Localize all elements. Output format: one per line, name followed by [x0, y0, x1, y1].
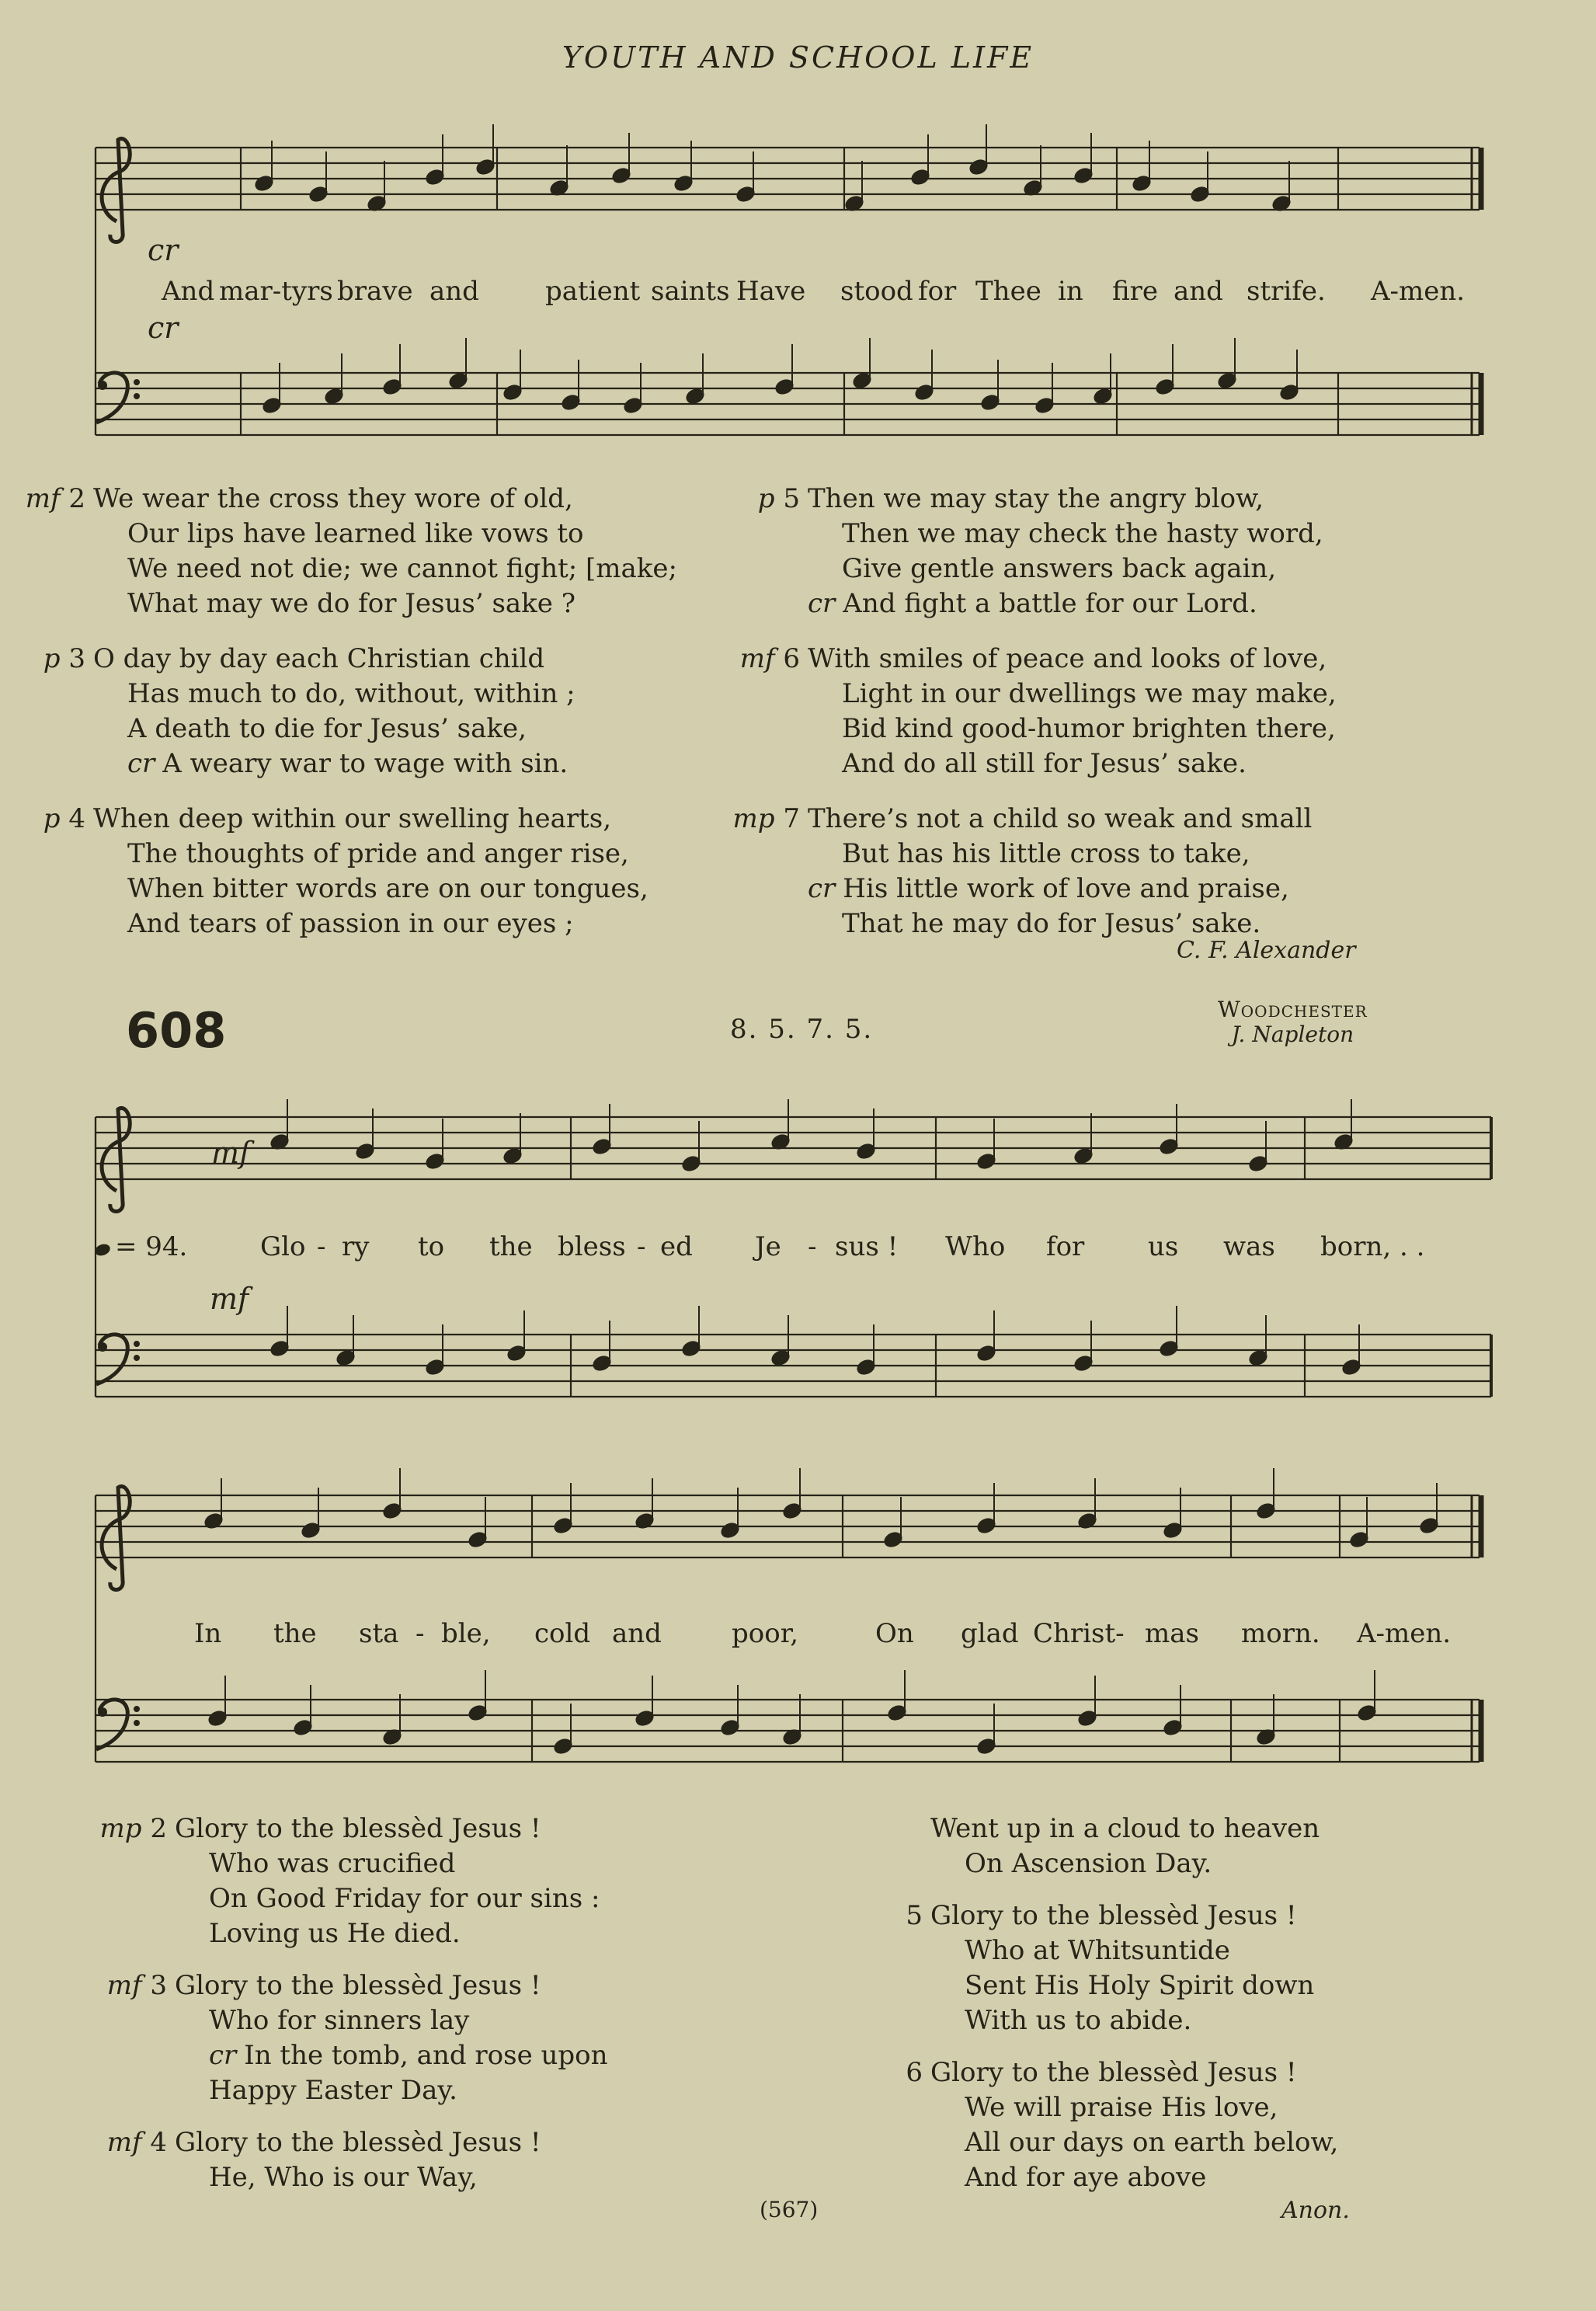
verse-line — [732, 802, 1337, 837]
tune-name: Woodchester — [1218, 997, 1368, 1022]
verse-line-text: Happy Easter Day. — [209, 2075, 457, 2106]
line-dynamic: cr — [808, 588, 836, 619]
verse-line-text: Bid kind good-humor brighten there, — [842, 713, 1336, 744]
notehead — [1256, 1502, 1277, 1520]
verse-line-text: Has much to do, without, within ; — [127, 678, 575, 709]
hymn-608-author: Anon. — [1281, 2197, 1350, 2224]
verse-line-text: With smiles of peace and looks of love, — [808, 643, 1327, 674]
notehead — [475, 158, 496, 176]
notehead — [262, 396, 283, 415]
verse-line-text: Loving us He died. — [209, 1918, 461, 1949]
lyric-syllable: In — [194, 1618, 222, 1649]
lyric-syllable: morn. — [1241, 1618, 1320, 1649]
notehead — [1155, 378, 1176, 396]
notehead — [770, 1349, 791, 1367]
lyric-syllable: and — [612, 1618, 662, 1649]
verse-dynamic: mf — [106, 2127, 142, 2158]
verse — [43, 802, 677, 941]
verse-line — [106, 2125, 608, 2160]
verse-line — [93, 517, 677, 552]
lyric-syllable: poor, — [732, 1618, 799, 1649]
hymn-607-verses-right — [732, 482, 1337, 962]
line-dynamic: cr — [209, 2040, 237, 2071]
notehead — [1159, 1339, 1180, 1358]
lyric-syllable: bless — [558, 1231, 626, 1262]
notehead — [887, 1704, 908, 1722]
verse — [757, 482, 1337, 621]
verse-line — [808, 517, 1337, 552]
verse-line — [175, 2003, 608, 2038]
notehead — [770, 1133, 791, 1151]
bass-clef-icon-dot — [134, 1720, 140, 1726]
hymn-number: 608 — [126, 1002, 227, 1059]
verse-line-text: A death to die for Jesus’ sake, — [127, 713, 527, 744]
notehead — [735, 185, 756, 204]
notehead — [1349, 1530, 1370, 1549]
notehead — [1073, 1147, 1094, 1165]
notehead — [367, 194, 388, 213]
verse-line — [25, 482, 677, 517]
notehead — [382, 1728, 403, 1746]
notehead — [1077, 1709, 1098, 1728]
verse — [739, 642, 1337, 781]
verse-line-text: Glory to the blessèd Jesus ! — [930, 1900, 1297, 1931]
verse-line — [808, 872, 1337, 907]
verse-line — [808, 586, 1337, 621]
verse-line-text: But has his little cross to take, — [842, 838, 1250, 869]
verse-line — [175, 2160, 608, 2195]
verse-line-text: We wear the cross they wore of old, — [93, 483, 573, 514]
notehead — [382, 378, 403, 396]
notehead — [355, 1142, 376, 1161]
notehead — [207, 1709, 228, 1728]
verse-line-text: We will praise His love, — [965, 2092, 1278, 2123]
verse — [106, 1968, 608, 2108]
verse — [43, 642, 677, 781]
treble-clef-icon — [102, 1486, 130, 1589]
notehead — [681, 1339, 702, 1358]
notehead — [980, 393, 1001, 412]
notehead — [1248, 1349, 1269, 1367]
verse-line-text: What may we do for Jesus’ sake ? — [127, 588, 575, 619]
notehead — [623, 396, 644, 415]
bass-clef-icon — [96, 373, 127, 423]
verse-dynamic: mp — [732, 803, 775, 834]
lyric-syllable: Have — [736, 276, 806, 307]
verse-line — [93, 747, 677, 781]
notehead — [382, 1502, 403, 1520]
dynamic-mark-bass: mf — [210, 1282, 249, 1316]
verse-line — [757, 482, 1337, 517]
verse-line — [175, 2038, 608, 2073]
verse-dynamic: p — [757, 483, 775, 514]
verse-line — [175, 2073, 608, 2108]
treble-clef-icon — [102, 138, 130, 242]
verse-number: 5 — [906, 1900, 923, 1931]
verse-line-text: Who for sinners lay — [209, 2005, 470, 2036]
lyric-syllable: stood — [840, 276, 913, 307]
notehead — [883, 1530, 904, 1549]
verse — [930, 1812, 1338, 1881]
notehead — [1248, 1154, 1269, 1173]
notehead — [1093, 387, 1114, 405]
verse-line-text: When bitter words are on our tongues, — [127, 873, 648, 904]
lyric-syllable: the — [489, 1231, 533, 1262]
verse-line — [43, 802, 677, 837]
notehead — [592, 1354, 613, 1373]
notehead — [425, 1152, 446, 1171]
notehead — [1217, 371, 1238, 390]
verse-line — [930, 2125, 1338, 2160]
verse-line-text: Glory to the blessèd Jesus ! — [175, 1813, 541, 1844]
bass-clef-icon-dot — [98, 1342, 107, 1352]
notehead — [502, 1147, 523, 1165]
verse-line-text: On Ascension Day. — [965, 1848, 1212, 1879]
notehead — [254, 174, 275, 193]
lyric-syllable: in — [1058, 276, 1083, 307]
crescendo-mark-treble: cr — [148, 233, 179, 267]
notehead — [1159, 1137, 1180, 1156]
notehead — [685, 387, 706, 405]
notehead — [468, 1530, 489, 1549]
verse-number: 3 — [150, 1970, 167, 2001]
page-number: (567) — [760, 2197, 819, 2222]
notehead — [506, 1344, 527, 1363]
notehead — [448, 371, 469, 390]
verse-line-text: Sent His Holy Spirit down — [965, 1970, 1315, 2001]
lyric-syllable: was — [1223, 1231, 1275, 1262]
verse — [99, 1812, 608, 1951]
verse-line-text: Then we may check the hasty word, — [842, 518, 1323, 549]
lyric-syllable: - — [317, 1231, 326, 1262]
verse-line — [808, 712, 1337, 747]
lyric-syllable: ble, — [441, 1618, 491, 1649]
verse-number: 6 — [783, 643, 800, 674]
notehead — [720, 1521, 741, 1540]
bass-clef-icon-dot — [98, 1707, 107, 1717]
notehead — [1271, 194, 1292, 213]
notehead — [553, 1516, 574, 1535]
lyric-syllable: brave — [337, 276, 413, 307]
notehead — [782, 1502, 803, 1520]
lyric-syllable: ed — [660, 1231, 693, 1262]
notehead — [301, 1521, 322, 1540]
notehead — [720, 1718, 741, 1737]
verse-number: 6 — [906, 2057, 923, 2088]
notehead — [1357, 1704, 1378, 1722]
verse-line-text: Went up in a cloud to heaven — [930, 1813, 1320, 1844]
notehead — [673, 174, 694, 193]
verse-line — [99, 1812, 608, 1846]
notehead — [293, 1718, 314, 1737]
notehead — [1077, 1512, 1098, 1530]
verse-line-text: And do all still for Jesus’ sake. — [842, 748, 1247, 779]
lyric-syllable: mas — [1145, 1618, 1199, 1649]
lyric-syllable: born, . . — [1320, 1231, 1425, 1262]
verse-line-text: And tears of passion in our eyes ; — [127, 908, 574, 939]
lyric-syllable: to — [418, 1231, 445, 1262]
verse-dynamic: mp — [99, 1813, 142, 1844]
verse-line-text: A weary war to wage with sin. — [162, 748, 569, 779]
verse-line-text: We need not die; we cannot fight; [make; — [127, 553, 677, 584]
verse-line — [808, 747, 1337, 781]
verse-line-text: Light in our dwellings we may make, — [842, 678, 1337, 709]
verse-number: 3 — [68, 643, 85, 674]
notehead — [852, 371, 873, 390]
hymn-608-verses-right — [906, 1812, 1339, 2212]
verse-line — [106, 1968, 608, 2003]
notehead — [1256, 1728, 1277, 1746]
tune-info — [1218, 997, 1368, 1047]
verse — [906, 1899, 1338, 2038]
notehead — [425, 1358, 446, 1377]
verse-line — [930, 2160, 1338, 2195]
verse-line-text: And for aye above — [965, 2162, 1207, 2193]
notehead — [1333, 1133, 1354, 1151]
verse-line — [930, 1968, 1338, 2003]
notehead — [561, 393, 582, 412]
verse-number: 4 — [68, 803, 85, 834]
verse-line — [808, 552, 1337, 586]
hymn-meter: 8. 5. 7. 5. — [730, 1014, 874, 1045]
notehead — [774, 378, 795, 396]
verse-line-text: The thoughts of pride and anger rise, — [127, 838, 629, 869]
notehead — [782, 1728, 803, 1746]
lyric-syllable: strife. — [1247, 276, 1326, 307]
verse-line-text: Give gentle answers back again, — [842, 553, 1277, 584]
lyric-syllable: fire — [1112, 276, 1159, 307]
hymn-607-verses-left — [25, 482, 677, 962]
line-dynamic: cr — [808, 873, 836, 904]
verse-number: 2 — [68, 483, 85, 514]
notehead — [1132, 174, 1153, 193]
lyric-syllable: cold — [534, 1618, 591, 1649]
notehead — [269, 1339, 290, 1358]
notehead — [1419, 1516, 1440, 1535]
tempo-value: = 94. — [115, 1231, 188, 1262]
notehead — [553, 1737, 574, 1756]
bass-clef-icon-dot — [134, 1355, 140, 1361]
verse-line-text: On Good Friday for our sins : — [209, 1883, 600, 1914]
notehead — [844, 194, 865, 213]
verse-line-text: There’s not a child so weak and small — [808, 803, 1313, 834]
verse-line — [930, 1812, 1338, 1846]
verse-line — [808, 837, 1337, 872]
lyric-syllable: saints — [651, 276, 730, 307]
bass-clef-icon-dot — [134, 1706, 140, 1712]
hymn-607-author: C. F. Alexander — [1177, 937, 1356, 964]
notehead — [203, 1512, 224, 1530]
lyric-syllable: patient — [545, 276, 641, 307]
lyric-syllable: A-men. — [1371, 276, 1466, 307]
quarter-note-icon — [93, 1242, 112, 1258]
verse — [732, 802, 1337, 941]
lyric-syllable: - — [637, 1231, 646, 1262]
lyric-syllable: Glo — [260, 1231, 306, 1262]
notehead — [502, 383, 523, 402]
treble-clef-icon — [102, 1108, 130, 1211]
lyric-syllable: for — [1046, 1231, 1085, 1262]
notehead — [1073, 166, 1094, 185]
notehead — [324, 387, 345, 405]
lyric-syllable: - — [808, 1231, 817, 1262]
verse-line-text: He, Who is our Way, — [209, 2162, 478, 2193]
notehead — [1023, 179, 1044, 197]
verse-line — [175, 1916, 608, 1951]
line-dynamic: cr — [127, 748, 155, 779]
verse-dynamic: mf — [25, 483, 61, 514]
verse-line — [930, 2003, 1338, 2038]
bass-clef-icon-dot — [134, 1341, 140, 1347]
verse-line-text: When deep within our swelling hearts, — [93, 803, 612, 834]
verse — [906, 2055, 1339, 2195]
lyric-syllable: glad — [961, 1618, 1019, 1649]
dynamic-mark-treble: mf — [211, 1136, 251, 1170]
verse-dynamic: mf — [106, 1970, 142, 2001]
bass-clef-icon-dot — [134, 379, 140, 385]
notehead — [635, 1512, 655, 1530]
notehead — [976, 1152, 997, 1171]
lyric-syllable: Who — [945, 1231, 1006, 1262]
verse-line-text: All our days on earth below, — [965, 2127, 1339, 2158]
page-title: YOUTH AND SCHOOL LIFE — [562, 40, 1034, 75]
verse-line — [930, 1933, 1338, 1968]
notehead — [976, 1516, 997, 1535]
notehead — [1034, 396, 1055, 415]
verse-line — [930, 1846, 1338, 1881]
lyric-syllable: Christ- — [1033, 1618, 1125, 1649]
verse-line — [930, 2090, 1338, 2125]
bass-clef-icon — [96, 1335, 127, 1384]
notehead — [856, 1142, 877, 1161]
notehead — [976, 1344, 997, 1363]
lyric-syllable: On — [875, 1618, 914, 1649]
notehead — [549, 179, 570, 197]
verse-line-text: Who at Whitsuntide — [965, 1935, 1230, 1966]
lyric-syllable: for — [918, 276, 957, 307]
verse-line — [93, 586, 677, 621]
notehead — [1341, 1358, 1362, 1377]
notehead — [592, 1137, 613, 1156]
hymn-608-verses-left — [99, 1812, 608, 2212]
lyric-syllable: - — [416, 1618, 425, 1649]
bass-clef-icon — [96, 1700, 127, 1749]
lyric-syllable: mar-tyrs — [219, 276, 333, 307]
notehead — [914, 383, 935, 402]
verse-line — [93, 712, 677, 747]
lyric-syllable: And — [162, 276, 215, 307]
notehead — [635, 1709, 655, 1728]
verse — [106, 2125, 608, 2195]
notehead — [968, 158, 989, 176]
verse-line — [175, 1846, 608, 1881]
verse-line-text: Glory to the blessèd Jesus ! — [175, 1970, 541, 2001]
lyric-syllable: Thee — [975, 276, 1041, 307]
lyric-syllable: Je — [755, 1231, 781, 1262]
lyric-syllable: A-men. — [1357, 1618, 1452, 1649]
lyric-syllable: and — [1174, 276, 1223, 307]
verse-number: 5 — [783, 483, 800, 514]
verse-line — [906, 2055, 1338, 2090]
notehead — [1073, 1354, 1094, 1373]
verse-line — [93, 907, 677, 941]
verse-dynamic: p — [43, 643, 61, 674]
notehead — [336, 1349, 356, 1367]
tempo-marking — [95, 1231, 187, 1262]
bass-clef-icon-dot — [98, 381, 107, 390]
verse-line — [93, 677, 677, 712]
verse-line — [93, 837, 677, 872]
verse-number: 2 — [150, 1813, 167, 1844]
notehead — [1190, 185, 1211, 204]
verse-line-text: O day by day each Christian child — [93, 643, 545, 674]
notehead — [269, 1133, 290, 1151]
verse-number: 7 — [783, 803, 800, 834]
lyric-syllable: us — [1148, 1231, 1179, 1262]
verse-line-text: Who was crucified — [209, 1848, 456, 1879]
verse-line — [906, 1899, 1338, 1933]
notehead — [976, 1737, 997, 1756]
verse — [25, 482, 677, 621]
notehead — [468, 1704, 489, 1722]
verse-line-text: With us to abide. — [965, 2005, 1192, 2036]
notehead — [425, 168, 446, 186]
verse-line — [93, 552, 677, 586]
bass-clef-icon-dot — [134, 393, 140, 399]
notehead — [910, 168, 931, 186]
verse-line — [808, 677, 1337, 712]
verse-line — [739, 642, 1337, 677]
verse-line-text: Glory to the blessèd Jesus ! — [930, 2057, 1297, 2088]
verse-line-text: His little work of love and praise, — [843, 873, 1289, 904]
verse-line — [93, 872, 677, 907]
notehead — [1163, 1718, 1184, 1737]
lyric-syllable: sta — [359, 1618, 399, 1649]
notehead — [1279, 383, 1300, 402]
lyric-syllable: ry — [342, 1231, 370, 1262]
lyric-syllable: and — [429, 276, 479, 307]
notehead — [1163, 1521, 1184, 1540]
verse-dynamic: p — [43, 803, 61, 834]
verse-line-text: Our lips have learned like vows to — [127, 518, 584, 549]
verse-dynamic: mf — [739, 643, 775, 674]
verse-line-text: Glory to the blessèd Jesus ! — [175, 2127, 541, 2158]
verse-line-text: Then we may stay the angry blow, — [808, 483, 1264, 514]
tune-composer: J. Napleton — [1231, 1022, 1354, 1047]
verse-number: 4 — [150, 2127, 167, 2158]
verse-line-text: That he may do for Jesus’ sake. — [842, 908, 1261, 939]
lyric-syllable: sus ! — [835, 1231, 899, 1262]
notehead — [856, 1358, 877, 1377]
verse-line — [175, 1881, 608, 1916]
notehead — [308, 185, 329, 204]
notehead — [681, 1154, 702, 1173]
crescendo-mark-bass: cr — [148, 311, 179, 345]
verse-line — [43, 642, 677, 677]
notehead — [611, 166, 632, 185]
verse-line-text: In the tomb, and rose upon — [244, 2040, 608, 2071]
verse-line-text: And fight a battle for our Lord. — [843, 588, 1257, 619]
lyric-syllable: the — [273, 1618, 317, 1649]
